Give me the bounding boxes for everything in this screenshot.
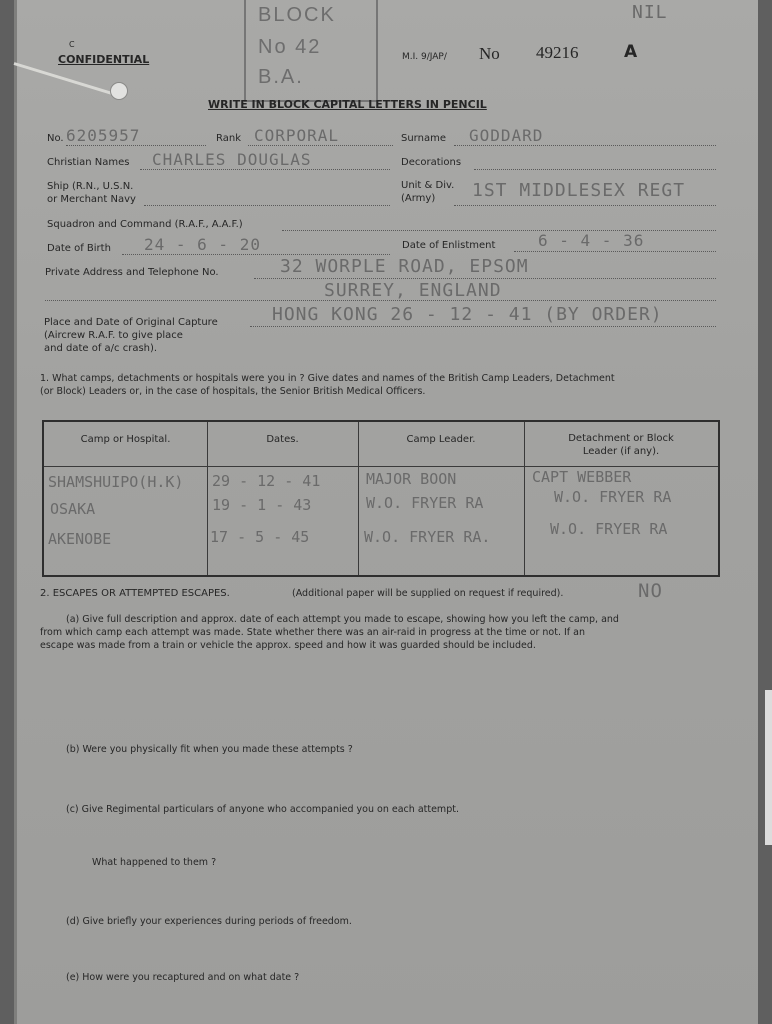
stamp-line-1: BLOCK [258,4,336,26]
confidential-small: C [69,40,75,49]
address-label: Private Address and Telephone No. [45,267,219,278]
rank-value: CORPORAL [254,126,340,145]
q2c: (c) Give Regimental particulars of anyone who accompanied you on each attempt. [66,804,459,815]
table-row-3-date: 17 - 5 - 45 [210,528,310,546]
q2-title: 2. ESCAPES OR ATTEMPTED ESCAPES. [40,588,230,599]
surname-label: Surname [401,133,446,144]
stamp-line-2: No 42 [258,36,322,58]
capture-label-3: and date of a/c crash). [44,343,158,354]
q2b: (b) Were you physically fit when you made these attempts ? [66,744,353,755]
table-row-1-date: 29 - 12 - 41 [212,472,321,490]
camps-table [42,420,720,577]
ship-label-2: or Merchant Navy [47,194,136,205]
dob-value: 24 - 6 - 20 [144,235,261,254]
unit-label-1: Unit & Div. [401,180,455,191]
th-camp: Camp or Hospital. [80,434,171,445]
q2d: (d) Give briefly your experiences during periods of freedom. [66,916,352,927]
q2e: (e) How were you recaptured and on what date ? [66,972,300,983]
table-row-1-block: CAPT WEBBER [532,468,632,486]
christian-names-value: CHARLES DOUGLAS [152,150,312,169]
q2-note: (Additional paper will be supplied on request if required). [292,588,564,599]
table-row-1-camp: SHAMSHUIPO(H.K) [48,473,184,491]
rank-label: Rank [216,133,241,144]
table-row-3-leader: W.O. FRYER RA. [364,528,491,546]
christian-names-label: Christian Names [47,157,130,168]
address-line-1: 32 WORPLE ROAD, EPSOM [280,256,529,277]
q2a-line-2: from which camp each attempt was made. State whether there was an air-raid in progress at the time or not. If an [40,627,586,638]
capture-label-2: (Aircrew R.A.F. to give place [44,330,183,341]
capture-value: HONG KONG 26 - 12 - 41 (BY ORDER) [272,304,663,325]
decorations-label: Decorations [401,157,462,168]
paper-edge [14,0,17,1024]
form-reference: M.I. 9/JAP/ [402,52,447,62]
dob-label: Date of Birth [47,243,111,254]
q1-line-1: 1. What camps, detachments or hospitals were you in ? Give dates and names of the British Camp Leaders, Detachment [40,373,615,384]
capture-label-1: Place and Date of Original Capture [44,317,218,328]
q2a-line-3: escape was made from a train or vehicle the approx. speed and how it was guarded should be included. [40,640,536,651]
q2a-line-1: (a) Give full description and approx. date of each attempt you made to escape, showing how you left the camp, and [66,614,619,625]
no-value: 6205957 [66,126,141,145]
th-dates: Dates. [266,434,299,445]
th-camp-leader: Camp Leader. [406,434,476,445]
no-label: No. [47,133,64,144]
enlistment-label: Date of Enlistment [402,240,496,251]
q2-answer: NO [638,580,663,602]
form-page [14,0,758,1024]
q2c-followup: What happened to them ? [92,857,217,868]
table-row-3-camp: AKENOBE [48,530,112,548]
block-stamp [244,0,378,102]
ship-label-1: Ship (R.N., U.S.N. [47,181,134,192]
punch-hole [110,82,128,100]
q1-line-2: (or Block) Leaders or, in the case of hospitals, the Senior British Medical Officers. [40,386,426,397]
table-row-2-block: W.O. FRYER RA [554,488,672,506]
form-number: 49216 [536,43,579,62]
squadron-label: Squadron and Command (R.A.F., A.A.F.) [47,219,243,230]
surname-value: GODDARD [469,126,544,145]
number-label: No [479,44,500,63]
unit-value: 1ST MIDDLESEX REGT [472,180,686,201]
form-suffix: A [624,42,638,62]
enlistment-value: 6 - 4 - 36 [538,231,645,250]
paper-strip [765,690,772,845]
unit-label-2: (Army) [401,193,436,204]
table-row-1-leader: MAJOR BOON [366,470,457,488]
th-block-leader-1: Detachment or Block [568,433,674,444]
stamp-line-3: B.A. [258,66,304,88]
table-row-3-block: W.O. FRYER RA [550,520,668,538]
table-row-2-leader: W.O. FRYER RA [366,494,484,512]
table-row-2-camp: OSAKA [50,500,96,518]
corner-note: NIL [632,2,668,23]
instruction: WRITE IN BLOCK CAPITAL LETTERS IN PENCIL [208,98,487,111]
address-line-2: SURREY, ENGLAND [324,280,502,301]
confidential-label: CONFIDENTIAL [58,53,150,66]
table-row-2-date: 19 - 1 - 43 [212,496,312,514]
tag-string [14,62,115,96]
th-block-leader-2: Leader (if any). [582,446,660,457]
